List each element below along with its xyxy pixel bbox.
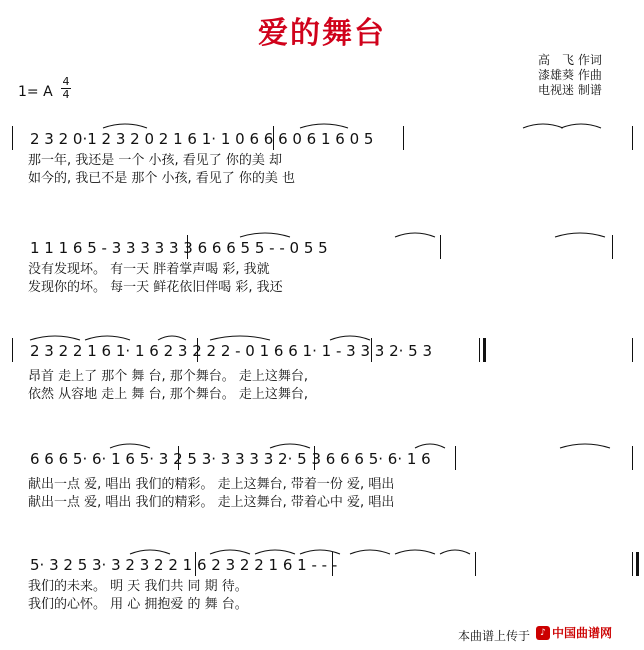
note-row-4: [0, 448, 644, 470]
time-signature: [61, 77, 71, 100]
lyric-line: 我们的心怀。 用 心 拥抱爱 的 舞 台。: [28, 597, 248, 612]
barline: [612, 235, 613, 259]
upload-note: 本曲谱上传于: [458, 629, 531, 643]
note-sequence: 1 1 1 6 5 - 3 3 3 3 3 3 6 6 6 5 5 - - 0 5 5: [30, 239, 328, 257]
repeat-barline: [479, 338, 480, 362]
lyric-line: 发现你的坏。 每一天 鲜花依旧伴喝 彩, 我还: [28, 280, 283, 295]
barline: [632, 126, 633, 150]
site-logo[interactable]: [536, 624, 612, 641]
note-sequence: 5· 3 2 5 3· 3 2 3 2 2 1 6 2 3 2 2 1 6 1 - - -: [30, 556, 338, 574]
lyrics-verse-2: [0, 386, 644, 404]
barline: [403, 126, 404, 150]
lyrics-verse-1: [0, 476, 644, 494]
final-barline: [636, 552, 639, 576]
barline: [632, 446, 633, 470]
lyric-line: 献出一点 爱, 唱出 我们的精彩。 走上这舞台, 带着心中 爱, 唱出: [28, 495, 395, 510]
composer-credit: 漆雄葵 作曲: [538, 68, 602, 82]
note-row-5: [0, 554, 644, 576]
meter-top: 4: [62, 75, 70, 88]
meter-bottom: 4: [62, 88, 70, 101]
lyric-line: 昂首 走上了 那个 舞 台, 那个舞台。 走上这舞台,: [28, 369, 309, 384]
barline: [12, 126, 13, 150]
lyrics-verse-2: [0, 279, 644, 297]
note-row-2: [0, 237, 644, 259]
lyrics-verse-2: [0, 494, 644, 512]
note-sequence: 2 3 2 2 1 6 1· 1 6 2 3 2 2 2 - 0 1 6 6 1· 1 - 3 3 3 2· 5 3: [30, 342, 432, 360]
barline: [632, 552, 633, 576]
lyrics-verse-1: [0, 152, 644, 170]
transcriber-credit: 电视迷 制谱: [538, 83, 602, 97]
lyric-line: 我们的未来。 明 天 我们共 同 期 待。: [28, 579, 248, 594]
note-row-3: [0, 340, 644, 362]
barline: [440, 235, 441, 259]
credits: [538, 53, 638, 98]
barline: [475, 552, 476, 576]
song-title: 爱的舞台: [258, 16, 386, 51]
repeat-barline-thick: [483, 338, 486, 362]
key-signature: 1= A: [18, 84, 53, 100]
lyric-line: 如今的, 我已不是 那个 小孩, 看见了 你的美 也: [28, 171, 296, 186]
lyric-line: 依然 从容地 走上 舞 台, 那个舞台。 走上这舞台,: [28, 387, 309, 402]
lyricist-credit: 高 飞 作词: [538, 53, 602, 67]
note-row-1: [0, 128, 644, 150]
lyrics-verse-1: [0, 261, 644, 279]
barline: [455, 446, 456, 470]
lyric-line: 献出一点 爱, 唱出 我们的精彩。 走上这舞台, 带着一份 爱, 唱出: [28, 477, 395, 492]
lyric-line: 那一年, 我还是 一个 小孩, 看见了 你的美 却: [28, 153, 283, 168]
site-logo-text: 中国曲谱网: [552, 626, 613, 640]
barline: [632, 338, 633, 362]
note-sequence: 2 3 2 0·1 2 3 2 0 2 1 6 1· 1 0 6 6 6 0 6 1 6 0 5: [30, 130, 374, 148]
barline: [12, 338, 13, 362]
lyrics-verse-1: [0, 368, 644, 386]
lyric-line: 没有发现坏。 有一天 胖着掌声喝 彩, 我就: [28, 262, 270, 277]
music-note-icon: ♪: [536, 626, 550, 640]
lyrics-verse-2: [0, 596, 644, 614]
lyrics-verse-1: [0, 578, 644, 596]
lyrics-verse-2: [0, 170, 644, 188]
note-sequence: 6 6 6 5· 6· 1 6 5· 3 2 5 3· 3 3 3 3 2· 5 3 6 6 6 5· 6· 1 6: [30, 450, 431, 468]
